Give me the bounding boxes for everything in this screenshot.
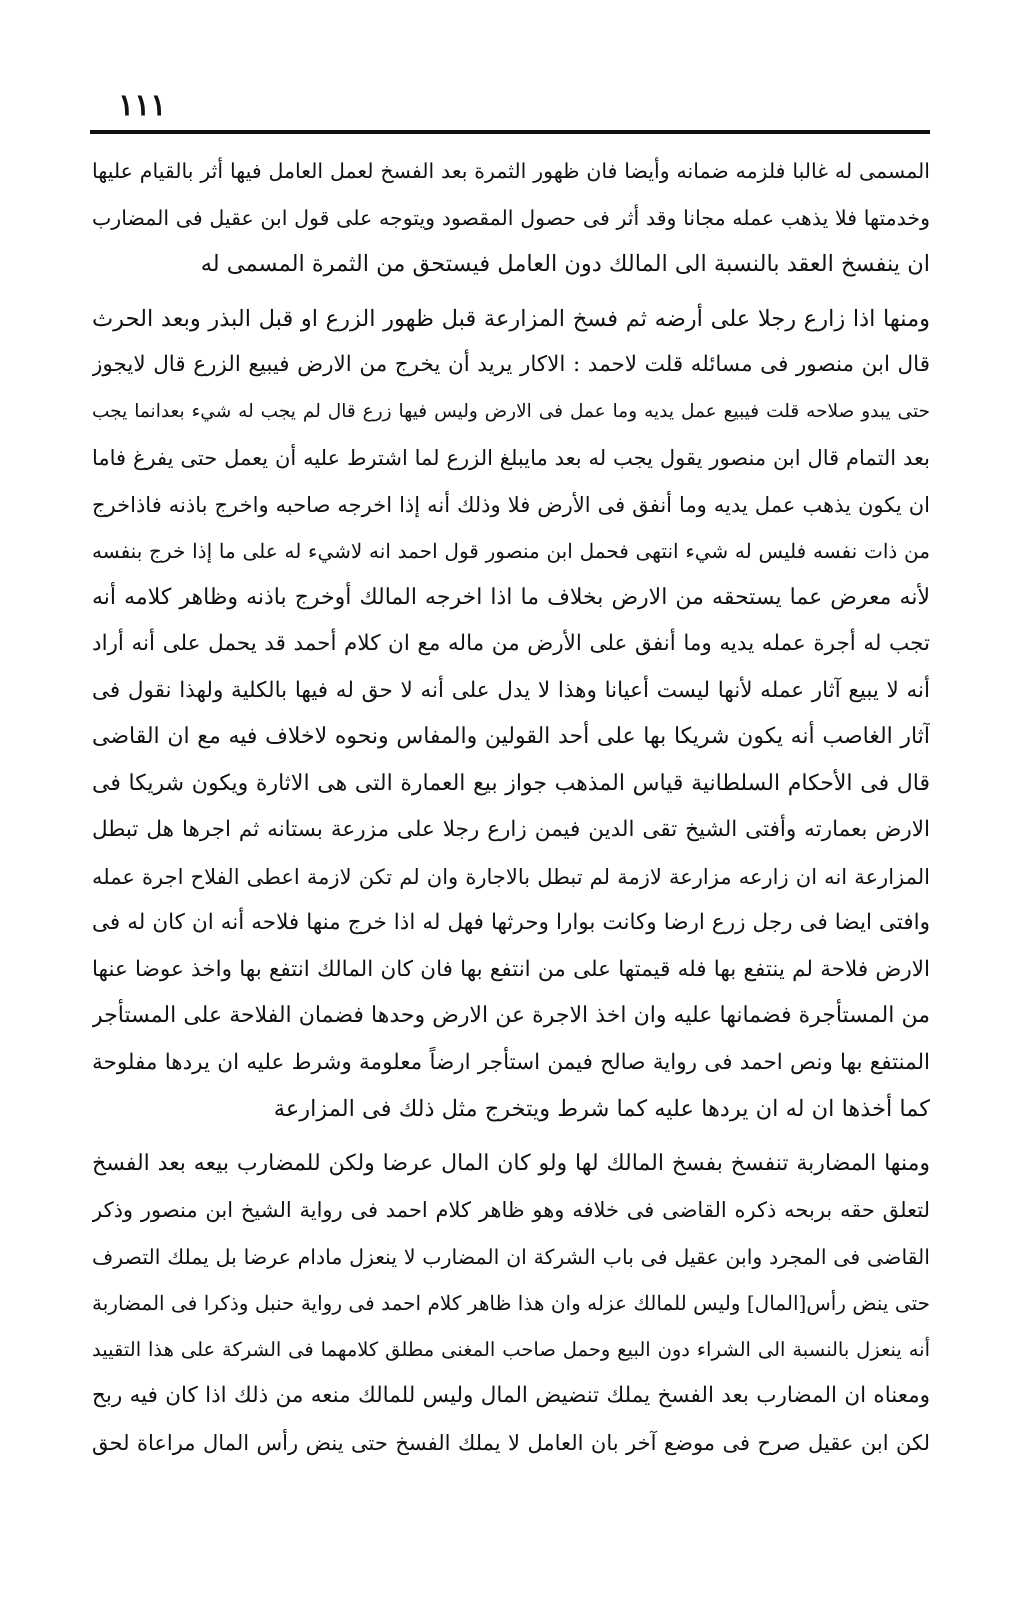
text-line: من ذات نفسه فليس له شيء انتهى فحمل ابن منصور قول احمد انه لاشيء له على ما إذا خرج بنفسه [92, 539, 930, 563]
text-line: بعد التمام قال ابن منصور يقول يجب له بعد مايبلغ الزرع لما اشترط عليه أن يعمل حتى يفرغ فاما [92, 446, 930, 470]
text-line: وافتى ايضا فى رجل زرع ارضا وكانت بوارا وحرثها فهل له اذا خرج منها فلاحه أنه ان كان له فى [92, 910, 930, 935]
text-line: أنه لا يبيع آثار عمله لأنها ليست أعيانا وهذا لا يدل على أنه لا حق له فيها بالكلية ولهذا نقول فى [92, 677, 930, 703]
text-line: قال ابن منصور فى مسائله قلت لاحمد : الاكار يريد أن يخرج من الارض فيبيع الزرع قال لايجوز [92, 352, 930, 377]
text-line: قال فى الأحكام السلطانية قياس المذهب جواز بيع العمارة التى هى الاثارة ويكون شريكا فى [92, 770, 930, 796]
text-line: ان يكون يذهب عمل يديه وما أنفق فى الأرض فلا وذلك أنه إذا اخرجه صاحبه واخرج باذنه فاذاخرج [92, 492, 930, 517]
text-line: المزارعة انه ان زارعه مزارعة لازمة لم تبطل بالاجارة وان لم تكن لازمة اعطى الفلاح اجرة عمله [92, 864, 930, 889]
text-line: من المستأجرة فضمانها عليه وان اخذ الاجرة عن الارض وحدها فضمان الفلاحة على المستأجر [92, 1003, 930, 1028]
paragraph [92, 296, 930, 1133]
text-line: أنه ينعزل بالنسبة الى الشراء دون البيع وحمل صاحب المغنى مطلق كلامهما فى الشركة على هذا التقييد [92, 1337, 930, 1361]
text-line: كما أخذها ان له ان يردها عليه كما شرط ويتخرج مثل ذلك فى المزارعة [273, 1096, 930, 1122]
text-line: ومعناه ان المضارب بعد الفسخ يملك تنضيض المال وليس للمالك منعه من ذلك اذا كان فيه ربح [92, 1383, 930, 1408]
paragraph-gap [92, 1133, 930, 1141]
paragraph [92, 148, 930, 288]
text-line: القاضى فى المجرد وابن عقيل فى باب الشركة ان المضارب لا ينعزل مادام عرضا بل يملك التصرف [92, 1244, 930, 1269]
text-line: الارض بعمارته وأفتى الشيخ تقى الدين فيمن زارع رجلا على مزرعة بستانه ثم اجرها هل تبطل [92, 817, 930, 842]
text-line: حتى يبدو صلاحه قلت فيبيع عمل يديه وما عمل فى الارض وليس فيها زرع قال لم يجب له شيء بعدانما يجب [92, 400, 930, 422]
text-line: حتى ينض رأس[المال] وليس للمالك عزله وان هذا ظاهر كلام احمد فى رواية حنبل وذكرا فى المضاربة [92, 1291, 930, 1315]
body-text [92, 148, 930, 1466]
text-line: آثار الغاصب أنه يكون شريكا بها على أحد القولين والمفاس ونحوه لاخلاف فيه مع ان القاضى [92, 724, 930, 749]
text-line: ومنها المضاربة تنفسخ بفسخ المالك لها ولو كان المال عرضا ولكن للمضارب بيعه بعد الفسخ [92, 1150, 930, 1176]
page-number: ١١١ [118, 88, 167, 123]
text-line: لأنه معرض عما يستحقه من الارض بخلاف ما اذا اخرجه المالك أوخرج باذنه وظاهر كلامه أنه [92, 584, 930, 610]
paragraph-gap [92, 288, 930, 296]
text-line: ان ينفسخ العقد بالنسبة الى المالك دون العامل فيستحق من الثمرة المسمى له [200, 251, 930, 277]
text-line: المنتفع بها ونص احمد فى رواية صالح فيمن استأجر ارضاً معلومة وشرط عليه ان يردها مفلوحة [92, 1049, 930, 1075]
header-rule [90, 130, 930, 134]
text-line: الارض فلاحة لم ينتفع بها فله قيمتها على من انتفع بها فان كان المالك انتفع بها واخذ عوضا عنها [92, 956, 930, 982]
text-line: لتعلق حقه بربحه ذكره القاضى فى خلافه وهو ظاهر كلام احمد فى رواية الشيخ ابن منصور وذكر [92, 1198, 930, 1222]
text-line: لكن ابن عقيل صرح فى موضع آخر بان العامل لا يملك الفسخ حتى ينض رأس المال مراعاة لحق [92, 1430, 930, 1455]
paragraph [92, 1141, 930, 1467]
text-line: ومنها اذا زارع رجلا على أرضه ثم فسخ المزارعة قبل ظهور الزرع او قبل البذر وبعد الحرث [92, 305, 930, 332]
text-line: وخدمتها فلا يذهب عمله مجانا وقد أثر فى حصول المقصود ويتوجه على قول ابن عقيل فى المضارب [92, 205, 930, 230]
text-line: تجب له أجرة عمله يديه وما أنفق على الأرض من ماله مع ان كلام أحمد قد يحمل على أنه أراد [92, 631, 930, 656]
text-line: المسمى له غالبا فلزمه ضمانه وأيضا فان ظهور الثمرة بعد الفسخ لعمل العامل فيها أثر بالقيام عليها [92, 159, 930, 183]
